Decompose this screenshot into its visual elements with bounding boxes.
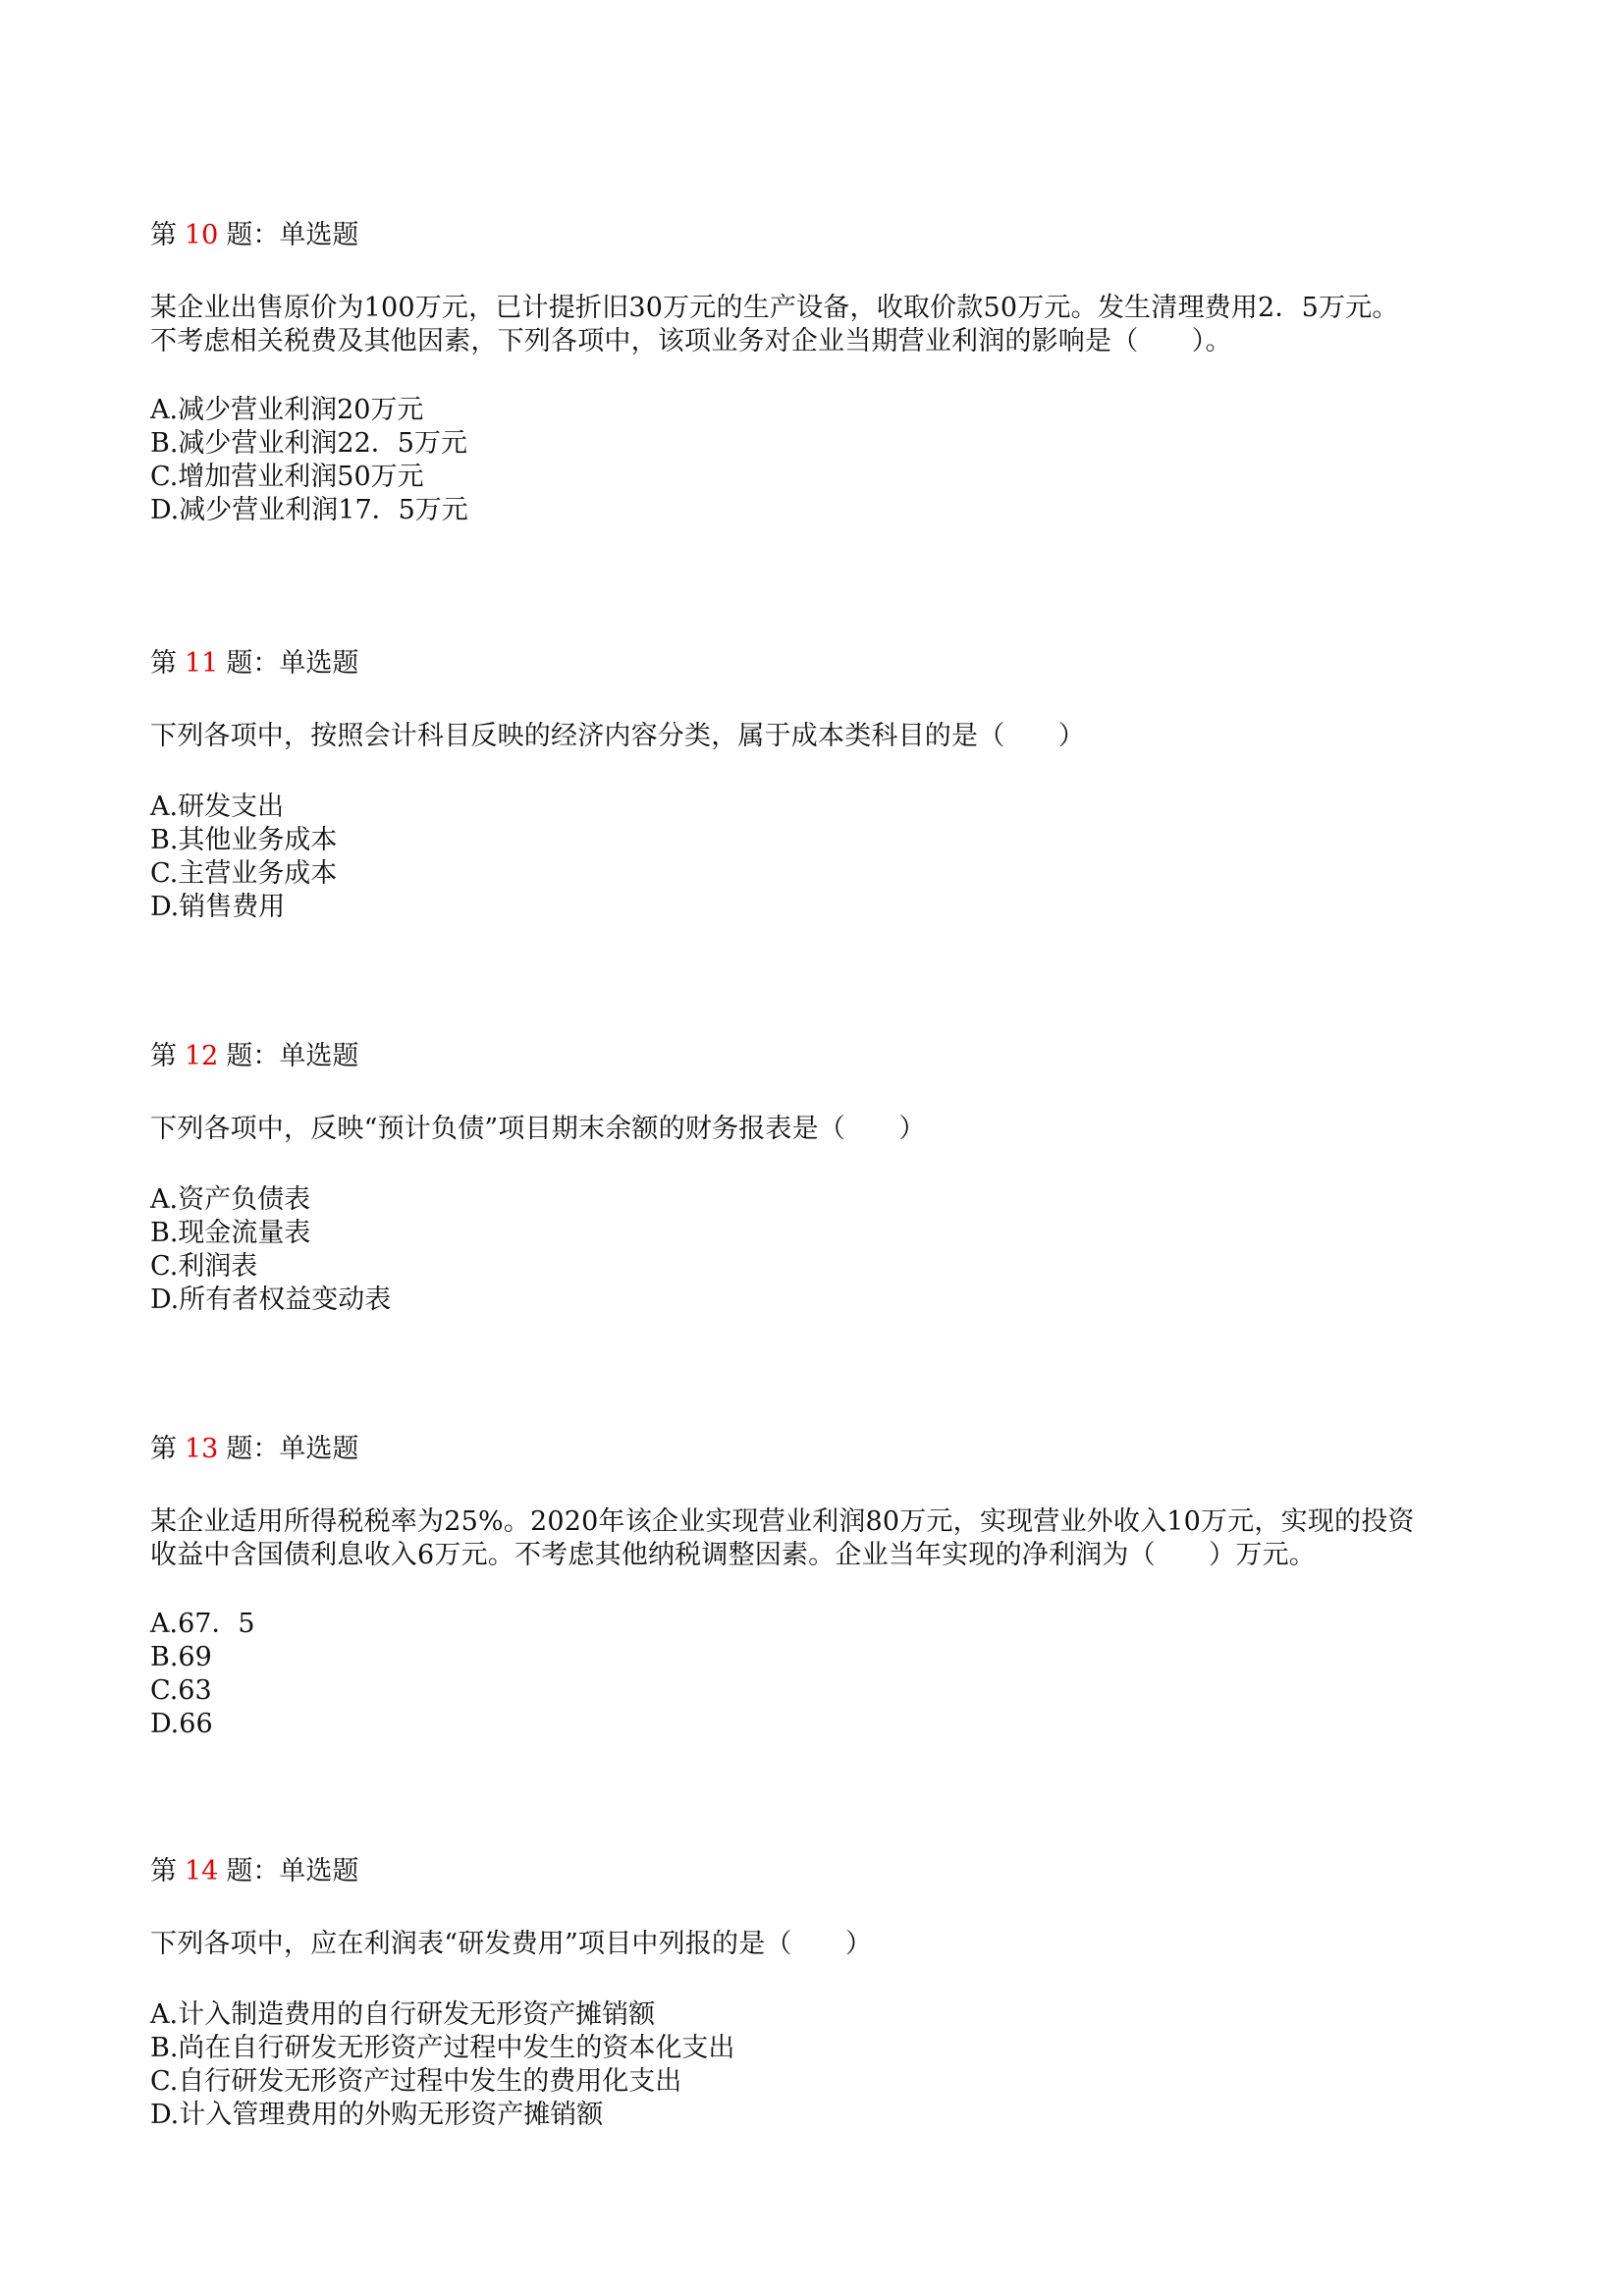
question-11 <box>150 647 1486 924</box>
question-10 <box>150 219 1486 527</box>
question-number: 11 <box>185 648 219 679</box>
question-type: 题：单选题 <box>226 1434 359 1464</box>
option-d: D.减少营业利润17．5万元 <box>150 495 468 525</box>
option-list <box>150 791 1486 924</box>
option-list <box>150 1998 1486 2132</box>
question-text <box>150 1928 1486 1961</box>
option-c: C.利润表 <box>150 1251 258 1282</box>
question-type: 题：单选题 <box>226 1856 359 1886</box>
question-header <box>150 647 1486 681</box>
option-c: C.自行研发无形资产过程中发生的费用化支出 <box>150 2066 682 2097</box>
question-13 <box>150 1433 1486 1741</box>
question-number: 14 <box>185 1856 219 1886</box>
question-header-prefix: 第 <box>150 220 177 250</box>
option-c: C.主营业务成本 <box>150 858 338 889</box>
question-type: 题：单选题 <box>226 648 359 679</box>
option-c: C.增加营业利润50万元 <box>150 462 424 492</box>
question-text-line: 下列各项中，应在利润表“研发费用”项目中列报的是（ ） <box>150 1929 873 1959</box>
option-d: D.计入管理费用的外购无形资产摊销额 <box>150 2100 604 2130</box>
question-header-prefix: 第 <box>150 1856 177 1886</box>
option-a: A.计入制造费用的自行研发无形资产摊销额 <box>150 1999 656 2030</box>
question-text-line: 某企业出售原价为100万元，已计提折旧30万元的生产设备，收取价款50万元。发生清理费用2．5万元。 <box>150 293 1399 323</box>
question-text <box>150 1505 1486 1572</box>
option-b: B.减少营业利润22．5万元 <box>150 428 467 459</box>
question-text-line: 收益中含国债利息收入6万元。不考虑其他纳税调整因素。企业当年实现的净利润为（ ）万元。 <box>150 1540 1316 1570</box>
question-12 <box>150 1040 1486 1317</box>
option-list <box>150 394 1486 527</box>
question-header-prefix: 第 <box>150 1434 177 1464</box>
question-number: 12 <box>185 1041 219 1071</box>
question-header <box>150 219 1486 252</box>
question-text <box>150 292 1486 358</box>
question-number: 13 <box>185 1434 219 1464</box>
option-a: A.资产负债表 <box>150 1184 311 1215</box>
option-b: B.尚在自行研发无形资产过程中发生的资本化支出 <box>150 2033 735 2063</box>
question-header <box>150 1855 1486 1888</box>
question-header <box>150 1040 1486 1073</box>
question-text <box>150 720 1486 753</box>
option-d: D.66 <box>150 1709 213 1739</box>
option-list <box>150 1183 1486 1317</box>
option-d: D.所有者权益变动表 <box>150 1285 392 1315</box>
question-text-line: 某企业适用所得税税率为25%。2020年该企业实现营业利润80万元，实现营业外收入10万元，实现的投资 <box>150 1506 1415 1537</box>
option-b: B.现金流量表 <box>150 1218 311 1248</box>
option-a: A.减少营业利润20万元 <box>150 395 424 425</box>
option-c: C.63 <box>150 1675 212 1706</box>
question-text <box>150 1113 1486 1146</box>
option-a: A.67．5 <box>150 1609 255 1639</box>
option-b: B.69 <box>150 1642 212 1672</box>
question-14 <box>150 1855 1486 2132</box>
question-text-line: 下列各项中，按照会计科目反映的经济内容分类，属于成本类科目的是（ ） <box>150 721 1085 751</box>
question-number: 10 <box>185 220 219 250</box>
option-a: A.研发支出 <box>150 792 285 822</box>
question-text-line: 下列各项中，反映“预计负债”项目期末余额的财务报表是（ ） <box>150 1114 926 1144</box>
question-header <box>150 1433 1486 1466</box>
question-header-prefix: 第 <box>150 648 177 679</box>
option-list <box>150 1608 1486 1741</box>
question-header-prefix: 第 <box>150 1041 177 1071</box>
question-text-line: 不考虑相关税费及其他因素，下列各项中，该项业务对企业当期营业利润的影响是（ ）。 <box>150 326 1232 356</box>
option-b: B.其他业务成本 <box>150 825 338 855</box>
option-d: D.销售费用 <box>150 892 286 922</box>
question-type: 题：单选题 <box>226 1041 359 1071</box>
question-type: 题：单选题 <box>226 220 359 250</box>
